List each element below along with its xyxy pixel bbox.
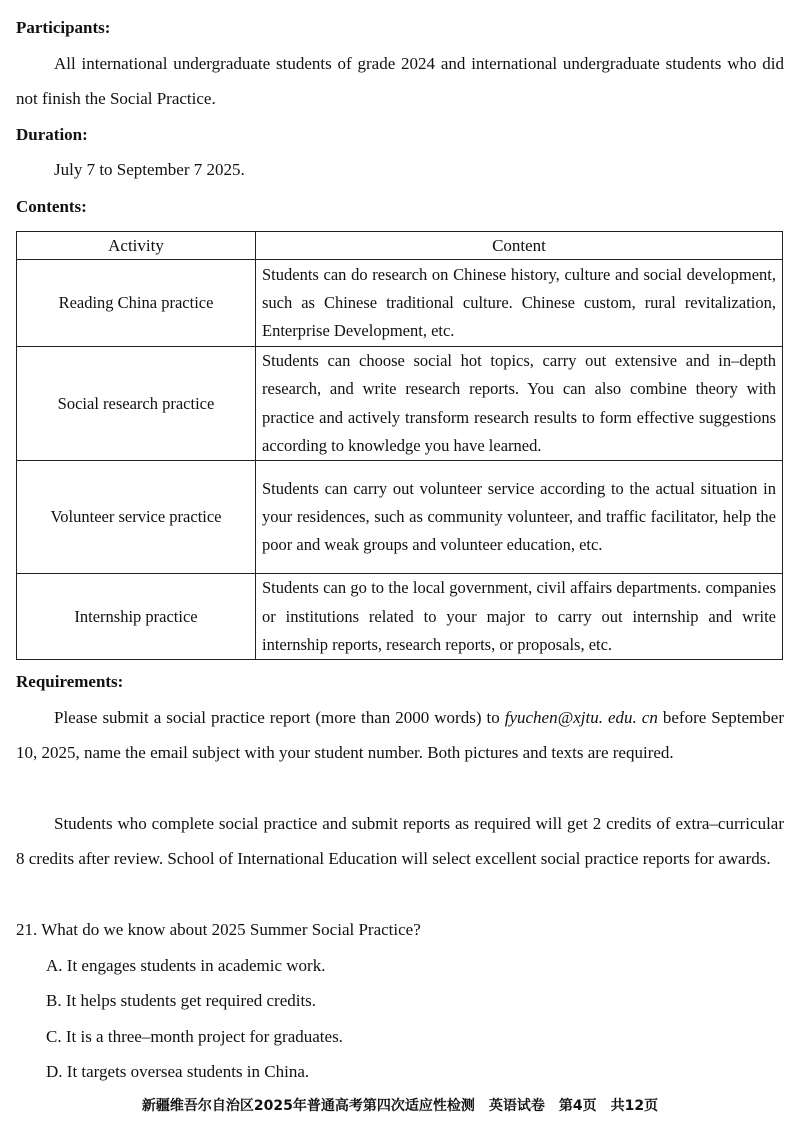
participants-heading: Participants: (16, 18, 111, 37)
contents-table (16, 231, 783, 660)
option-b[interactable]: B. It helps students get required credits. (46, 991, 317, 1010)
table-header-row (17, 232, 783, 260)
content-cell: Students can do research on Chinese history, culture and social development, such as Chinese traditional culture. Chinese custom, rural revitalization, Enterprise Development, etc. (256, 260, 783, 347)
table-row (17, 574, 783, 660)
option-c[interactable]: C. It is a three–month project for graduates. (46, 1027, 343, 1046)
requirements-heading: Requirements: (16, 672, 124, 691)
requirements-paragraph-1: Please submit a social practice report (more than 2000 words) to fyuchen@xjtu. edu. cn before September 10, 2025, name the email subject with your student number. Both pictures and texts are required. (16, 708, 784, 762)
option-d[interactable]: D. It targets oversea students in China. (46, 1062, 310, 1081)
duration-heading: Duration: (16, 125, 88, 144)
page-footer: 新疆维吾尔自治区2025年普通高考第四次适应性检测 英语试卷 第4页 共12页 (141, 1098, 659, 1114)
content-cell: Students can go to the local government, civil affairs departments. companies or institutions related to your major to carry out internship and write internship reports, research reports, or proposals, etc. (256, 574, 783, 660)
activity-cell: Internship practice (17, 574, 256, 660)
participants-text: All international undergraduate students of grade 2024 and international undergraduate students who did not finish the Social Practice. (16, 54, 784, 108)
table-row (17, 260, 783, 347)
question-stem: 21. What do we know about 2025 Summer Social Practice? (16, 920, 421, 939)
option-a[interactable]: A. It engages students in academic work. (46, 956, 326, 975)
activity-cell: Social research practice (17, 347, 256, 461)
content-cell: Students can choose social hot topics, carry out extensive and in–depth research, and write research reports. You can also combine theory with practice and actively transform research results to form effective suggestions according to knowledge you have learned. (256, 347, 783, 461)
table-row (17, 347, 783, 461)
contents-heading: Contents: (16, 197, 87, 216)
duration-text: July 7 to September 7 2025. (54, 160, 245, 179)
table-row (17, 461, 783, 574)
content-cell: Students can carry out volunteer service according to the actual situation in your residences, such as community volunteer, and traffic facilitator, help the poor and weak groups and volunteer education, etc. (256, 461, 783, 574)
column-header-content: Content (256, 232, 783, 260)
activity-cell: Reading China practice (17, 260, 256, 347)
column-header-activity: Activity (17, 232, 256, 260)
requirements-paragraph-2: Students who complete social practice and submit reports as required will get 2 credits of extra–curricular 8 credits after review. School of International Education will select excellent social practice reports for awards. (16, 814, 784, 868)
email-link[interactable]: fyuchen@xjtu. edu. cn (504, 708, 658, 727)
activity-cell: Volunteer service practice (17, 461, 256, 574)
